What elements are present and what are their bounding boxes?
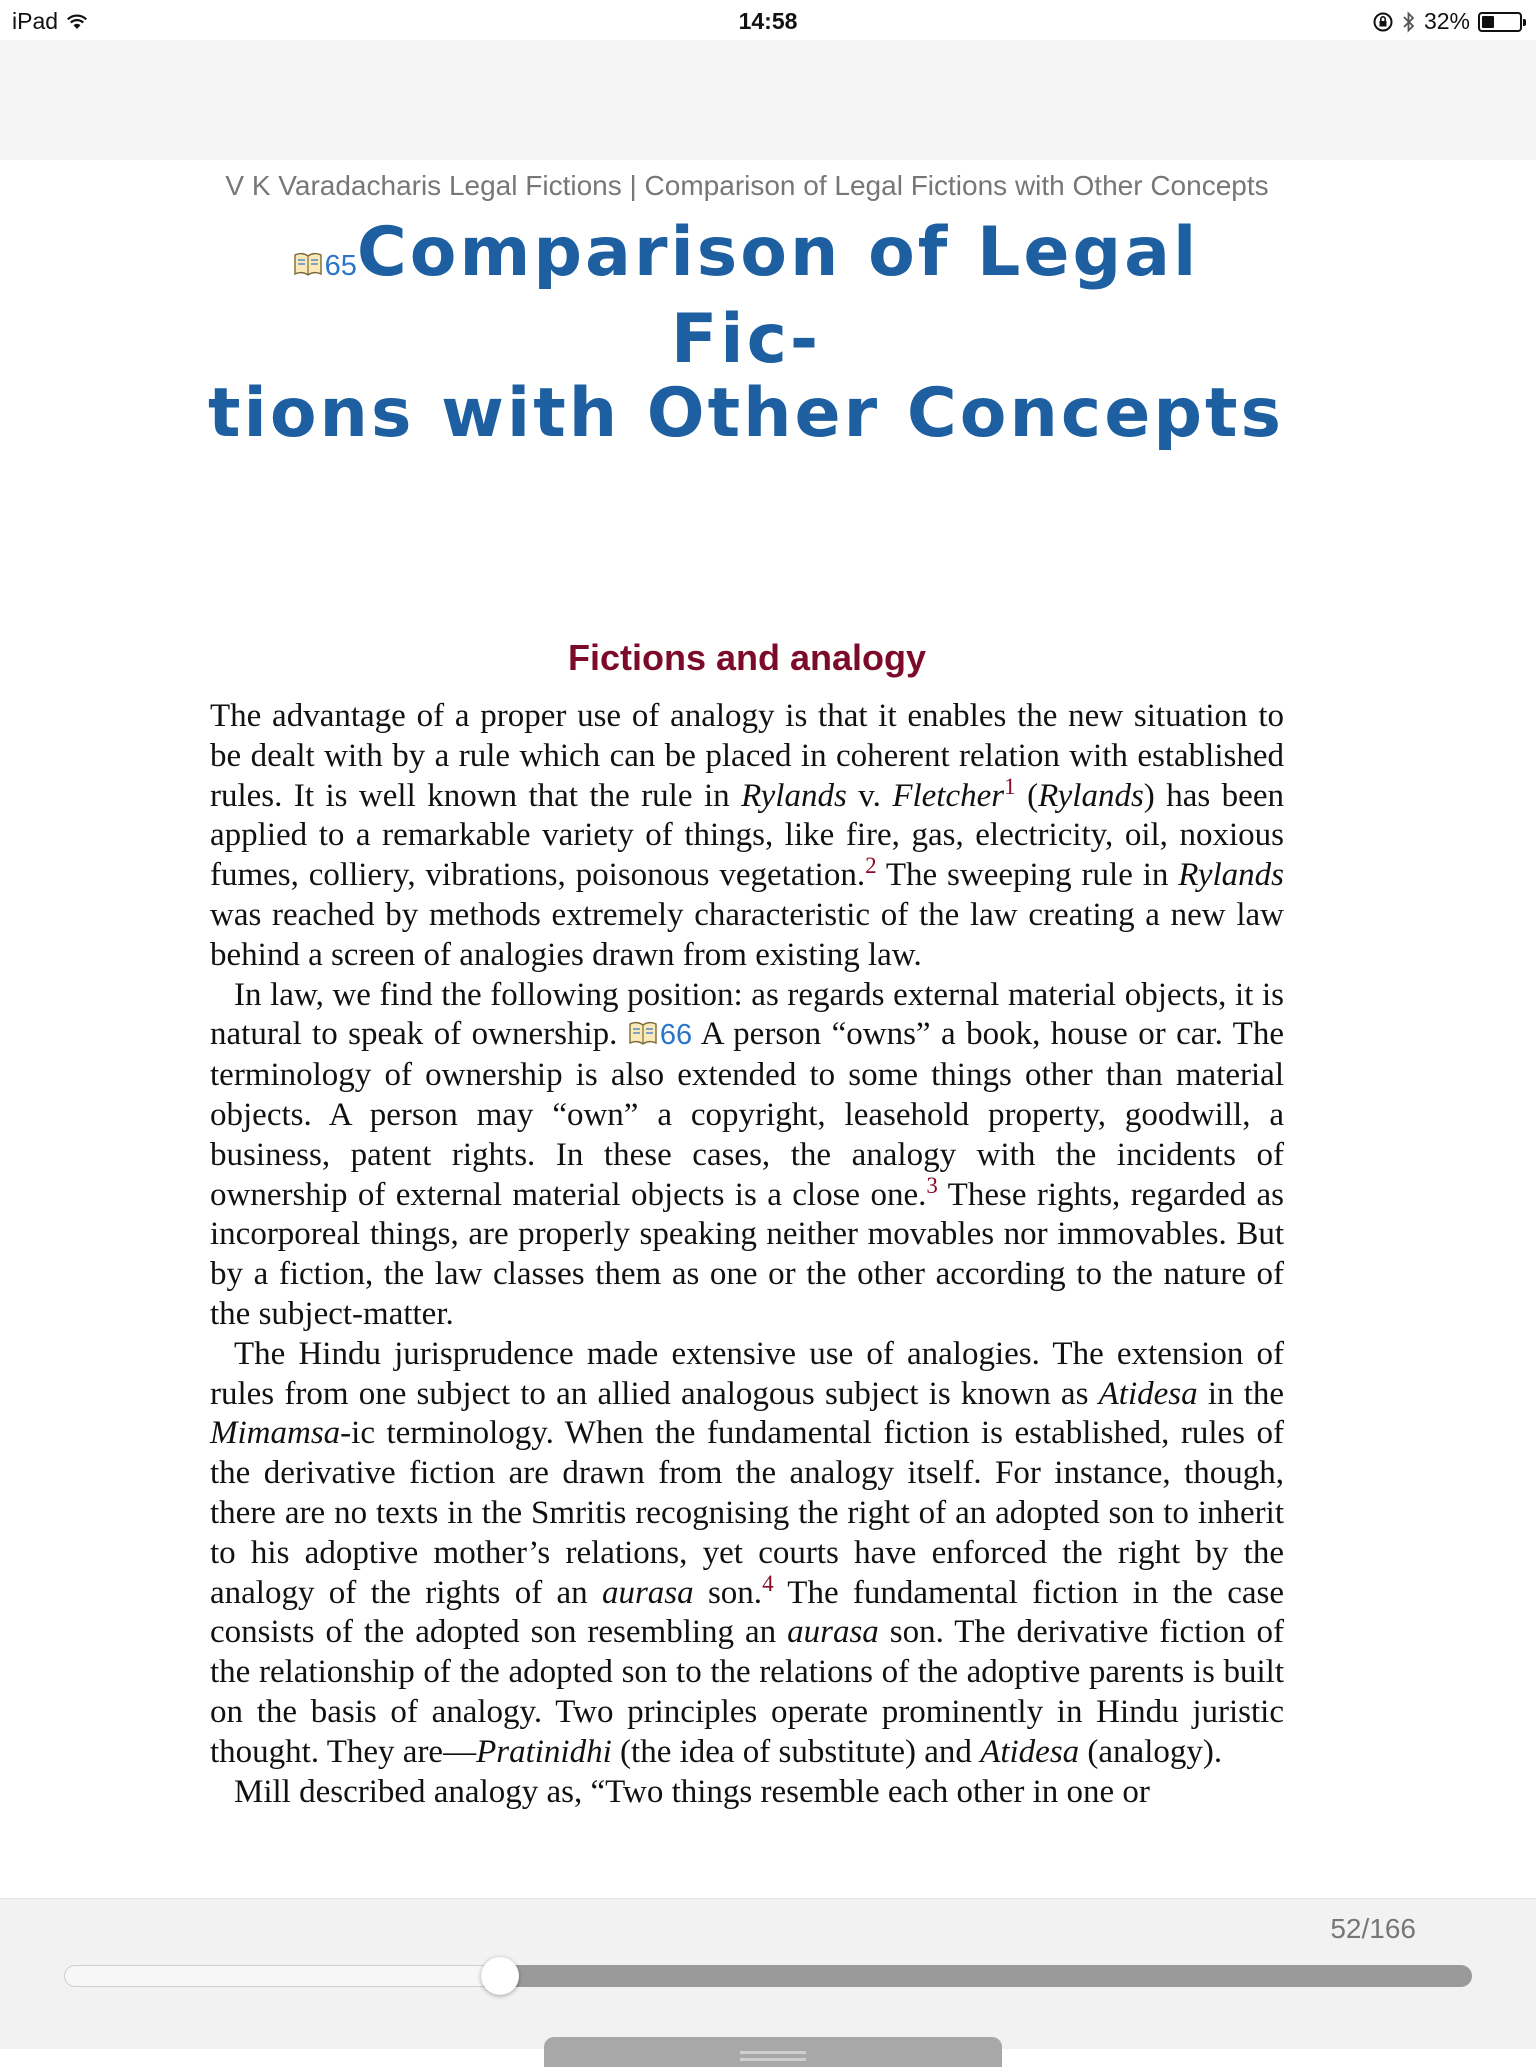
term: Mimamsa bbox=[210, 1415, 341, 1452]
case-name: Fletcher bbox=[892, 777, 1005, 814]
running-head: V K Varadacharis Legal Fictions | Comparison of Legal Fictions with Other Concepts bbox=[225, 170, 1269, 201]
text-run: son. bbox=[693, 1574, 763, 1611]
paragraph-4 bbox=[210, 1773, 1284, 1813]
case-name: Rylands bbox=[1178, 857, 1284, 894]
text-run: (the idea of substitute) and bbox=[611, 1733, 981, 1770]
reader-bottom-bar bbox=[0, 1898, 1536, 2049]
page-slider-progress bbox=[64, 1965, 500, 1987]
bluetooth-icon bbox=[1402, 10, 1416, 34]
text-run: The fundamental fiction in the case consists of the adopted son resembling an bbox=[210, 1574, 1284, 1651]
term: aurasa bbox=[601, 1574, 694, 1611]
text-run: v. bbox=[846, 777, 893, 814]
battery-icon bbox=[1478, 12, 1522, 32]
footnote-ref-1[interactable]: 1 bbox=[1004, 773, 1016, 799]
chapter-title-line-1 bbox=[208, 213, 1284, 379]
term: aurasa bbox=[787, 1614, 879, 1651]
grip-icon bbox=[740, 2051, 806, 2061]
case-name: Rylands bbox=[1038, 777, 1144, 814]
chapter-title-line-2: tions with Other Concepts bbox=[208, 374, 1284, 453]
text-run: In law, we find the following position: as regards external material objects, it is natural to speak of ownership. bbox=[210, 976, 1284, 1053]
chapter-title bbox=[208, 213, 1284, 453]
device-name: iPad bbox=[12, 8, 59, 34]
status-bar bbox=[0, 0, 1536, 40]
chapter-title-text-1: Comparison of Legal Fic- bbox=[356, 213, 1200, 379]
page-slider-track[interactable] bbox=[64, 1965, 1472, 1987]
term: Atidesa bbox=[980, 1733, 1080, 1770]
text-run: A person “owns” a book, house or car. The terminology of ownership is also extended to some things other than material objects. A person may “own” a copyright, leasehold property, goodwill, a business, patent rights. In these cases, the analogy with the incidents of ownership of external material objects is a close one. bbox=[210, 1016, 1284, 1213]
body-text bbox=[210, 697, 1284, 1812]
text-run: (analogy). bbox=[1079, 1733, 1223, 1770]
paragraph-3 bbox=[210, 1335, 1284, 1773]
text-run: The Hindu jurisprudence made extensive use of analogies. The extension of rules from one subject to an allied analogous subject is known as bbox=[210, 1335, 1284, 1412]
page-slider-thumb[interactable] bbox=[481, 1957, 519, 1995]
footnote-ref-3[interactable]: 3 bbox=[926, 1172, 938, 1198]
text-run: These rights, regarded as incorporeal things, are properly speaking neither movables nor immovables. But by a fiction, the law classes them as one or the other according to the nature of the subject-matter. bbox=[210, 1176, 1284, 1332]
page-count: 52/166 bbox=[1330, 1913, 1416, 1944]
text-run: ( bbox=[1015, 777, 1039, 814]
footnote-ref-2[interactable]: 2 bbox=[865, 853, 877, 879]
case-name: Rylands bbox=[741, 777, 847, 814]
text-run: The sweeping rule in bbox=[876, 857, 1179, 894]
rotation-lock-icon bbox=[1372, 11, 1394, 33]
text-run: in the bbox=[1197, 1375, 1285, 1412]
book-icon bbox=[293, 251, 323, 277]
section-heading: Fictions and analogy bbox=[567, 637, 927, 678]
book-page bbox=[210, 160, 1284, 1812]
text-run: was reached by methods extremely characteristic of the law creating a new law behind a screen of analogies drawn from existing law. bbox=[210, 896, 1284, 973]
page-marker-number: 65 bbox=[324, 250, 357, 282]
battery-percent: 32% bbox=[1423, 8, 1470, 34]
footnote-ref-4[interactable]: 4 bbox=[762, 1570, 774, 1596]
battery-level bbox=[1482, 16, 1494, 28]
text-run: Mill described analogy as, “Two things resemble each other in one or bbox=[234, 1773, 1150, 1810]
page-marker-65[interactable] bbox=[293, 250, 357, 282]
term: Pratinidhi bbox=[476, 1733, 612, 1770]
paragraph-1 bbox=[210, 697, 1284, 976]
reader-toolbar-area[interactable] bbox=[0, 40, 1536, 160]
term: Atidesa bbox=[1098, 1375, 1198, 1412]
paragraph-2 bbox=[210, 976, 1284, 1335]
book-icon bbox=[628, 1020, 658, 1046]
page-marker-number: 66 bbox=[659, 1019, 693, 1052]
text-run: -ic terminology. When the fundamental fiction is established, rules of the derivative fiction are drawn from the analogy itself. For instance, though, there are no texts in the Smritis recognising the right of an adopted son to inherit to his adoptive mother’s relations, yet courts have enforced the right by the analogy of the rights of an bbox=[210, 1415, 1284, 1611]
page-marker-66[interactable] bbox=[628, 1019, 692, 1051]
clock: 14:58 bbox=[738, 8, 798, 34]
text-run: son. The derivative fiction of the relationship of the adopted son to the relations of the adoptive parents is built on the basis of analogy. Two principles operate prominently in Hindu juristic thought. They are— bbox=[210, 1614, 1284, 1770]
drawer-handle[interactable] bbox=[544, 2037, 1002, 2067]
text-run: The advantage of a proper use of analogy is that it enables the new situation to be dealt with by a rule which can be placed in coherent relation with established rules. It is well known that the rule in bbox=[210, 698, 1284, 814]
text-run: ) has been applied to a remarkable variety of things, like fire, gas, electricity, oil, noxious fumes, colliery, vibrations, poisonous vegetation. bbox=[210, 777, 1284, 894]
